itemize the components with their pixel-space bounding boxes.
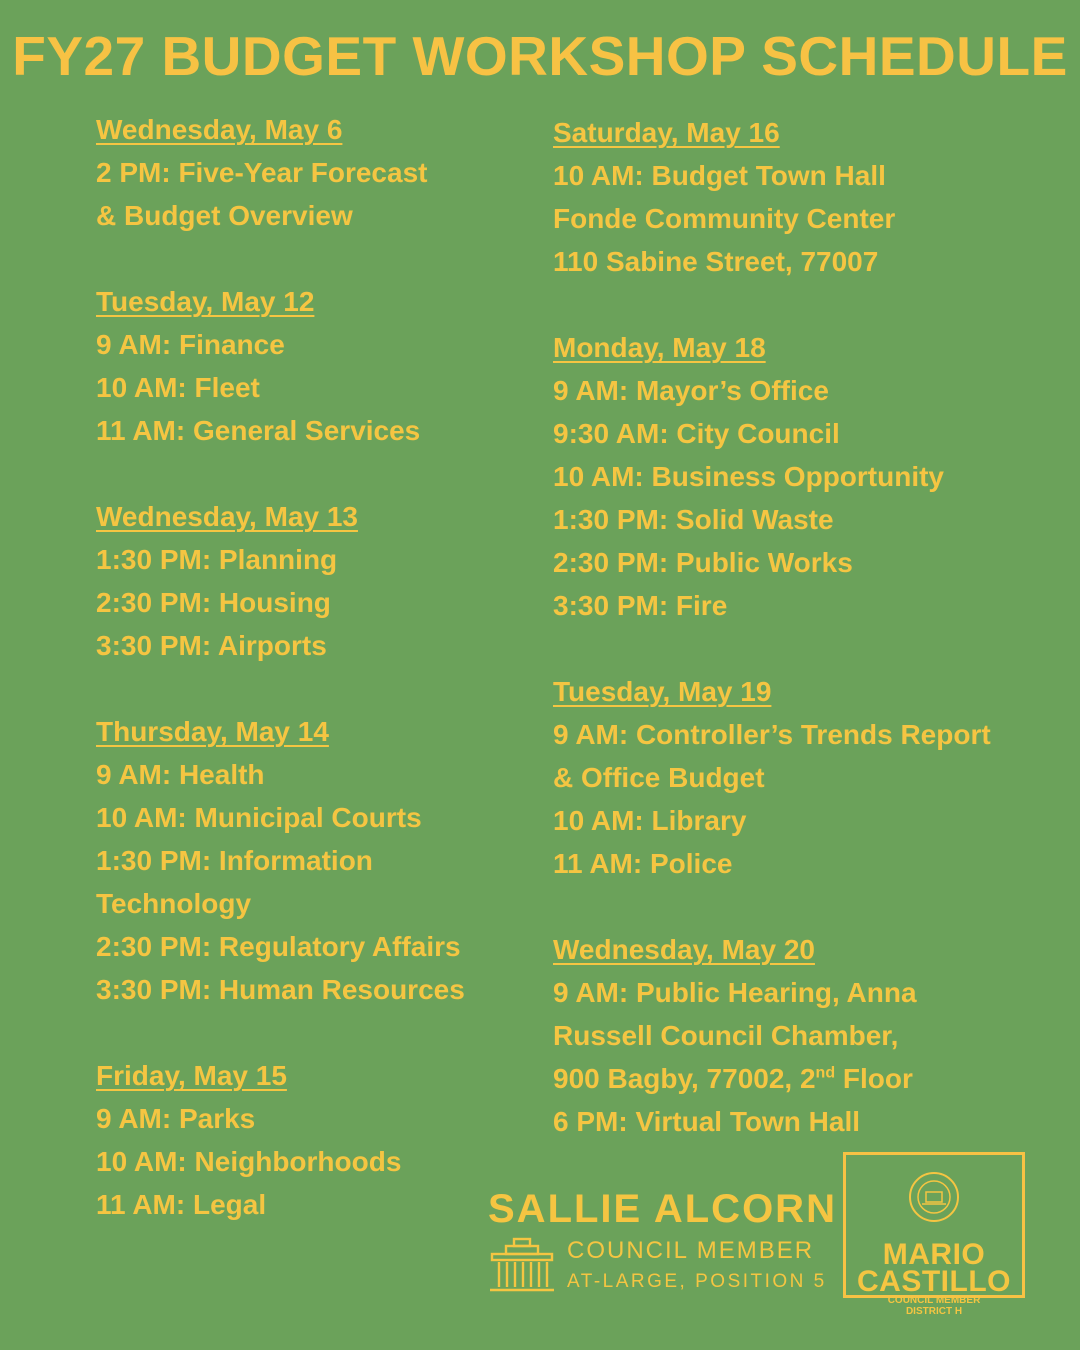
- schedule-item: 10 AM: Municipal Courts: [96, 802, 422, 833]
- schedule-item: 10 AM: Neighborhoods: [96, 1146, 402, 1177]
- day-block-may-12: [96, 280, 516, 452]
- schedule-item: Fonde Community Center: [553, 203, 896, 234]
- council-member-role: COUNCIL MEMBER: [567, 1237, 815, 1264]
- schedule-item: 9 AM: Mayor’s Office: [553, 375, 829, 406]
- schedule-item: 1:30 PM: Planning: [96, 544, 338, 575]
- day-block-may-6: [96, 108, 516, 237]
- day-block-may-19: [553, 670, 1053, 885]
- role-line-2: DISTRICT H: [905, 1306, 963, 1317]
- day-heading: Tuesday, May 19: [553, 676, 772, 707]
- name-line-2: CASTILLO: [857, 1265, 1011, 1298]
- schedule-item: 3:30 PM: Fire: [553, 590, 728, 621]
- schedule-item: 2:30 PM: Housing: [96, 587, 331, 618]
- address-text: 900 Bagby, 77002, 2: [553, 1063, 816, 1094]
- ordinal-superscript: nd: [815, 1064, 836, 1082]
- schedule-item: 10 AM: Business Opportunity: [553, 461, 945, 492]
- day-heading: Tuesday, May 12: [96, 286, 315, 317]
- schedule-item: 10 AM: Library: [553, 805, 747, 836]
- schedule-item: 3:30 PM: Human Resources: [96, 974, 465, 1005]
- schedule-item: 9 AM: Finance: [96, 329, 285, 360]
- schedule-item: 2 PM: Five-Year Forecast: [96, 157, 428, 188]
- day-heading: Monday, May 18: [553, 332, 766, 363]
- day-block-may-14: [96, 710, 516, 1011]
- schedule-item: 10 AM: Fleet: [96, 372, 260, 403]
- council-member-name: [846, 1238, 1022, 1298]
- council-member-name: SALLIE ALCORN: [488, 1187, 837, 1231]
- schedule-item: 9 AM: Controller’s Trends Report: [553, 719, 991, 750]
- schedule-item: 11 AM: General Services: [96, 415, 421, 446]
- schedule-item: & Office Budget: [553, 762, 765, 793]
- schedule-item: 2:30 PM: Regulatory Affairs: [96, 931, 461, 962]
- mario-castillo-logo: [843, 1152, 1025, 1317]
- day-heading: Wednesday, May 6: [96, 114, 343, 145]
- day-heading: Thursday, May 14: [96, 716, 329, 747]
- schedule-item: 9:30 AM: City Council: [553, 418, 840, 449]
- page-title: FY27 BUDGET WORKSHOP SCHEDULE: [12, 25, 1068, 87]
- city-hall-building-icon: [488, 1237, 556, 1295]
- day-block-may-16: [553, 111, 1053, 283]
- schedule-item: & Budget Overview: [96, 200, 353, 231]
- name-line-1: MARIO: [882, 1238, 986, 1271]
- sallie-alcorn-logo: [488, 1187, 837, 1292]
- council-member-position: AT-LARGE, POSITION 5: [567, 1271, 827, 1292]
- schedule-item: 9 AM: Health: [96, 759, 265, 790]
- day-heading: Wednesday, May 13: [96, 501, 358, 532]
- schedule-left-column: [96, 108, 516, 1269]
- schedule-item: 2:30 PM: Public Works: [553, 547, 853, 578]
- schedule-item: Technology: [96, 888, 252, 919]
- day-block-may-13: [96, 495, 516, 667]
- day-block-may-18: [553, 326, 1053, 627]
- day-heading: Saturday, May 16: [553, 117, 780, 148]
- council-member-role: [846, 1295, 1022, 1317]
- schedule-item: Russell Council Chamber,: [553, 1020, 899, 1051]
- schedule-item: 110 Sabine Street, 77007: [553, 246, 879, 277]
- floor-text: Floor: [835, 1063, 913, 1094]
- schedule-item: 3:30 PM: Airports: [96, 630, 327, 661]
- city-seal-icon: [908, 1171, 960, 1223]
- role-line-1: COUNCIL MEMBER: [887, 1295, 981, 1306]
- schedule-right-column: [553, 111, 1053, 1186]
- schedule-item: 11 AM: Legal: [96, 1189, 267, 1220]
- schedule-item: 9 AM: Parks: [96, 1103, 256, 1134]
- schedule-item: 1:30 PM: Information: [96, 845, 373, 876]
- day-heading: Friday, May 15: [96, 1060, 287, 1091]
- schedule-item: 9 AM: Public Hearing, Anna: [553, 977, 917, 1008]
- schedule-item: 10 AM: Budget Town Hall: [553, 160, 886, 191]
- day-block-may-15: [96, 1054, 516, 1226]
- day-block-may-20: [553, 928, 1053, 1143]
- schedule-item: 6 PM: Virtual Town Hall: [553, 1106, 861, 1137]
- schedule-item-address: [553, 1057, 1053, 1100]
- schedule-item: 11 AM: Police: [553, 848, 733, 879]
- schedule-item: 1:30 PM: Solid Waste: [553, 504, 834, 535]
- day-heading: Wednesday, May 20: [553, 934, 815, 965]
